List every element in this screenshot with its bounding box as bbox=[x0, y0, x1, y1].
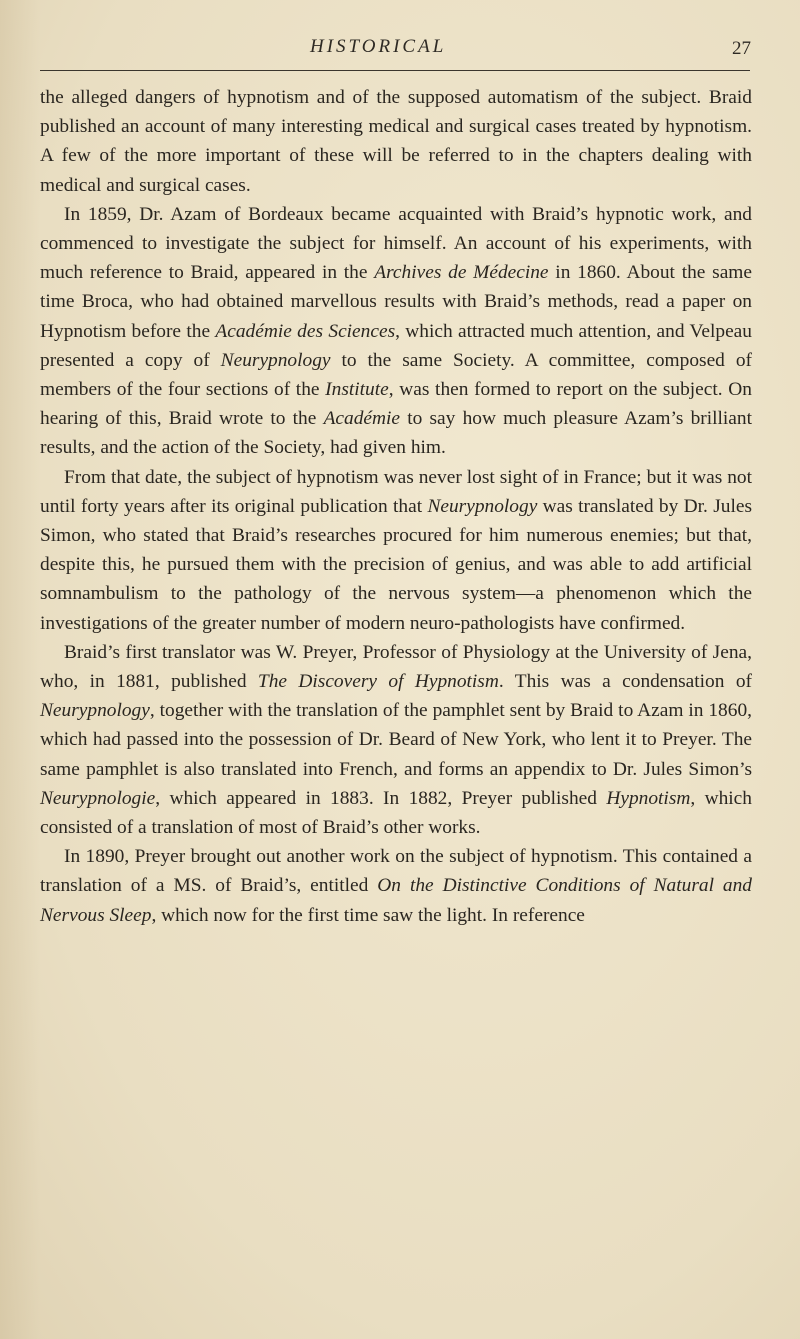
italic-title: Institute bbox=[325, 379, 389, 401]
running-head: HISTORICAL bbox=[310, 36, 447, 57]
italic-title: Archives de Médecine bbox=[374, 262, 549, 284]
italic-title: Académie bbox=[323, 408, 401, 430]
text-run: in 1860. About the same time Broca, who had obtained marvellous results with Braid’s methods, read a paper on Hypnotism before the bbox=[40, 262, 752, 342]
text-run: In 1890, Preyer brought out another work on the subject of hypnotism. This contained a translation of a MS. of Braid’s, entitled bbox=[40, 846, 752, 897]
italic-title: Hypnotism bbox=[606, 787, 691, 809]
text-run: , which now for the first time saw the light. In reference bbox=[151, 904, 585, 926]
text-run: to the same Society. A committee, composed of members of the four sections of the bbox=[40, 349, 752, 401]
text-run: , which consisted of a translation of most of Braid’s other works. bbox=[40, 787, 752, 839]
page-edge-shading bbox=[0, 0, 40, 1339]
text-run: . This was a condensation of bbox=[498, 671, 752, 693]
paragraph bbox=[40, 200, 752, 463]
body-text bbox=[40, 83, 752, 930]
paragraph bbox=[40, 638, 752, 842]
text-run: , was then formed to report on the subject. On hearing of this, Braid wrote to the bbox=[40, 379, 752, 430]
paragraph bbox=[40, 83, 752, 200]
text-run: , which appeared in 1883. In 1882, Preyer published bbox=[155, 787, 607, 809]
text-run: , which attracted much attention, and Velpeau presented a copy of bbox=[40, 320, 752, 371]
text-run: Braid’s first translator was W. Preyer, Professor of Physiology at the University of Jena, who, in 1881, published bbox=[40, 641, 752, 693]
italic-title: Neurypnology bbox=[427, 495, 538, 517]
italic-title: Neurypnology bbox=[220, 349, 331, 371]
italic-title: On the Distinctive Conditions of Natural and Nervous Sleep bbox=[40, 875, 752, 926]
page-number: 27 bbox=[732, 38, 751, 59]
italic-title: Neurypnologie bbox=[40, 787, 156, 809]
text-run: In 1859, Dr. Azam of Bordeaux became acquainted with Braid’s hypnotic work, and commenced to investigate the subject for himself. An account of his experiments, with much reference to Braid, appeared in the bbox=[40, 203, 752, 284]
italic-title: Neurypnology bbox=[40, 700, 150, 722]
text-run: , together with the translation of the pamphlet sent by Braid to Azam in 1860, which had passed into the possession of Dr. Beard of New York, who lent it to Preyer. The same pamphlet is also translated into French, and forms an appendix to Dr. Jules Simon’s bbox=[40, 700, 752, 780]
paragraph bbox=[40, 842, 752, 930]
text-run: to say how much pleasure Azam’s brilliant results, and the action of the Society, had given him. bbox=[40, 408, 752, 459]
header-rule bbox=[40, 70, 750, 71]
italic-title: Académie des Sciences bbox=[215, 320, 396, 342]
text-run: From that date, the subject of hypnotism was never lost sight of in France; but it was not until forty years after its original publication that bbox=[40, 466, 752, 517]
text-run: was translated by Dr. Jules Simon, who stated that Braid’s researches procured for him numerous enemies; but that, despite this, he pursued them with the precision of genius, and was able to add artificial somnambulism to the pathology of the nervous system—a phenomenon which the investigations of the greater number of modern neuro-pathologists have confirmed. bbox=[40, 495, 752, 634]
italic-title: The Discovery of Hypnotism bbox=[257, 671, 499, 693]
paragraph bbox=[40, 463, 752, 638]
text-run: the alleged dangers of hypnotism and of the supposed automatism of the subject. Braid published an account of many interesting medical and surgical cases treated by hypnotism. A few of the more important of these will be referred to in the chapters dealing with medical and surgical cases. bbox=[40, 87, 752, 196]
